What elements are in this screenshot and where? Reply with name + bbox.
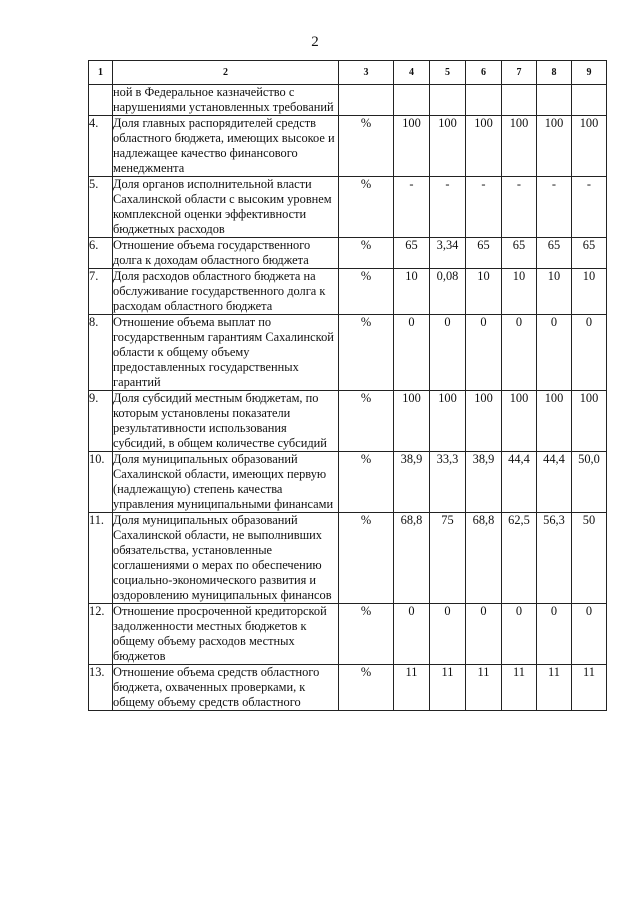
indicator-name: Доля муниципальных образований Сахалинской области, имеющих первую (надлежащую) степень качества управления муниципальными финансами bbox=[113, 452, 339, 513]
indicator-name: Отношение объема выплат по государственным гарантиям Сахалинской области к общему объему предоставленных государственных гарантий bbox=[113, 315, 339, 391]
value-cell: 56,3 bbox=[537, 513, 572, 604]
column-header: 2 bbox=[113, 61, 339, 85]
value-cell: 38,9 bbox=[394, 452, 430, 513]
table-row bbox=[89, 177, 607, 238]
column-header: 5 bbox=[430, 61, 466, 85]
value-cell: 100 bbox=[572, 391, 607, 452]
value-cell: 100 bbox=[537, 116, 572, 177]
value-cell: 0 bbox=[502, 315, 537, 391]
value-cell: 11 bbox=[537, 665, 572, 711]
column-header: 9 bbox=[572, 61, 607, 85]
value-cell: 3,34 bbox=[430, 238, 466, 269]
unit-cell: % bbox=[339, 665, 394, 711]
row-number: 13. bbox=[89, 665, 113, 711]
table-row bbox=[89, 269, 607, 315]
unit-cell: % bbox=[339, 452, 394, 513]
value-cell: 11 bbox=[430, 665, 466, 711]
unit-cell bbox=[339, 85, 394, 116]
value-cell: 62,5 bbox=[502, 513, 537, 604]
page-number: 2 bbox=[311, 34, 319, 50]
table-row bbox=[89, 238, 607, 269]
value-cell: 65 bbox=[394, 238, 430, 269]
value-cell: 100 bbox=[430, 391, 466, 452]
value-cell: 0 bbox=[537, 604, 572, 665]
column-header: 3 bbox=[339, 61, 394, 85]
value-cell: 0 bbox=[394, 315, 430, 391]
value-cell: 100 bbox=[537, 391, 572, 452]
table-row bbox=[89, 665, 607, 711]
value-cell: 65 bbox=[572, 238, 607, 269]
row-number: 11. bbox=[89, 513, 113, 604]
row-number: 7. bbox=[89, 269, 113, 315]
indicators-table bbox=[88, 60, 607, 711]
value-cell: 0 bbox=[430, 315, 466, 391]
unit-cell: % bbox=[339, 513, 394, 604]
value-cell: - bbox=[502, 177, 537, 238]
column-header: 7 bbox=[502, 61, 537, 85]
value-cell: 0 bbox=[466, 315, 502, 391]
value-cell bbox=[572, 85, 607, 116]
value-cell: 44,4 bbox=[537, 452, 572, 513]
value-cell: 0 bbox=[466, 604, 502, 665]
value-cell bbox=[466, 85, 502, 116]
value-cell: 50 bbox=[572, 513, 607, 604]
value-cell: 0 bbox=[430, 604, 466, 665]
value-cell: 11 bbox=[394, 665, 430, 711]
unit-cell: % bbox=[339, 269, 394, 315]
value-cell: 0 bbox=[572, 604, 607, 665]
row-number: 6. bbox=[89, 238, 113, 269]
value-cell: 38,9 bbox=[466, 452, 502, 513]
value-cell: 0 bbox=[572, 315, 607, 391]
value-cell: 75 bbox=[430, 513, 466, 604]
row-number: 12. bbox=[89, 604, 113, 665]
column-header: 8 bbox=[537, 61, 572, 85]
row-number bbox=[89, 85, 113, 116]
value-cell: 65 bbox=[466, 238, 502, 269]
value-cell bbox=[394, 85, 430, 116]
value-cell: 65 bbox=[502, 238, 537, 269]
value-cell: 100 bbox=[502, 391, 537, 452]
column-header: 4 bbox=[394, 61, 430, 85]
value-cell: 33,3 bbox=[430, 452, 466, 513]
value-cell: 44,4 bbox=[502, 452, 537, 513]
value-cell bbox=[502, 85, 537, 116]
table-row bbox=[89, 85, 607, 116]
value-cell: 10 bbox=[466, 269, 502, 315]
value-cell: 0,08 bbox=[430, 269, 466, 315]
table-row bbox=[89, 391, 607, 452]
row-number: 8. bbox=[89, 315, 113, 391]
value-cell: 10 bbox=[502, 269, 537, 315]
column-header: 1 bbox=[89, 61, 113, 85]
value-cell: 100 bbox=[466, 391, 502, 452]
value-cell: 100 bbox=[572, 116, 607, 177]
table-header-row bbox=[89, 61, 607, 85]
value-cell: 10 bbox=[572, 269, 607, 315]
value-cell: 11 bbox=[466, 665, 502, 711]
value-cell: 100 bbox=[466, 116, 502, 177]
value-cell: 10 bbox=[537, 269, 572, 315]
row-number: 10. bbox=[89, 452, 113, 513]
unit-cell: % bbox=[339, 315, 394, 391]
value-cell: - bbox=[466, 177, 502, 238]
indicator-name: Отношение объема государственного долга к доходам областного бюджета bbox=[113, 238, 339, 269]
value-cell: 100 bbox=[394, 116, 430, 177]
unit-cell: % bbox=[339, 391, 394, 452]
indicator-name: Доля расходов областного бюджета на обслуживание государственного долга к расходам областного бюджета bbox=[113, 269, 339, 315]
table-row bbox=[89, 604, 607, 665]
value-cell: 10 bbox=[394, 269, 430, 315]
table-row bbox=[89, 315, 607, 391]
indicator-name: Доля главных распорядителей средств областного бюджета, имеющих высокое и надлежащее качество финансового менеджмента bbox=[113, 116, 339, 177]
value-cell: 11 bbox=[502, 665, 537, 711]
row-number: 5. bbox=[89, 177, 113, 238]
value-cell bbox=[430, 85, 466, 116]
value-cell bbox=[537, 85, 572, 116]
value-cell: 0 bbox=[537, 315, 572, 391]
indicator-name: Доля субсидий местным бюджетам, по которым установлены показатели результативности использования субсидий, в общем количестве субсидий bbox=[113, 391, 339, 452]
unit-cell: % bbox=[339, 604, 394, 665]
table-row bbox=[89, 452, 607, 513]
value-cell: 100 bbox=[394, 391, 430, 452]
table-row bbox=[89, 116, 607, 177]
indicator-name: Доля муниципальных образований Сахалинской области, не выполнивших обязательства, установленные соглашениями о мерах по обеспечению социально-экономического развития и оздоровлению муниципальных финансов bbox=[113, 513, 339, 604]
value-cell: 68,8 bbox=[394, 513, 430, 604]
table-row bbox=[89, 513, 607, 604]
unit-cell: % bbox=[339, 238, 394, 269]
value-cell: - bbox=[430, 177, 466, 238]
value-cell: 65 bbox=[537, 238, 572, 269]
column-header: 6 bbox=[466, 61, 502, 85]
value-cell: 68,8 bbox=[466, 513, 502, 604]
indicator-name: Отношение просроченной кредиторской задолженности местных бюджетов к общему объему расходов местных бюджетов bbox=[113, 604, 339, 665]
value-cell: - bbox=[537, 177, 572, 238]
unit-cell: % bbox=[339, 177, 394, 238]
value-cell: - bbox=[572, 177, 607, 238]
table-body bbox=[89, 61, 607, 711]
value-cell: 50,0 bbox=[572, 452, 607, 513]
row-number: 4. bbox=[89, 116, 113, 177]
value-cell: - bbox=[394, 177, 430, 238]
unit-cell: % bbox=[339, 116, 394, 177]
row-number: 9. bbox=[89, 391, 113, 452]
value-cell: 100 bbox=[430, 116, 466, 177]
value-cell: 0 bbox=[394, 604, 430, 665]
indicator-name: ной в Федеральное казначейство с нарушениями установленных требований bbox=[113, 85, 339, 116]
value-cell: 100 bbox=[502, 116, 537, 177]
value-cell: 0 bbox=[502, 604, 537, 665]
value-cell: 11 bbox=[572, 665, 607, 711]
indicator-name: Отношение объема средств областного бюджета, охваченных проверками, к общему объему средств областного bbox=[113, 665, 339, 711]
indicator-name: Доля органов исполнительной власти Сахалинской области с высоким уровнем комплексной оценки эффективности бюджетных расходов bbox=[113, 177, 339, 238]
